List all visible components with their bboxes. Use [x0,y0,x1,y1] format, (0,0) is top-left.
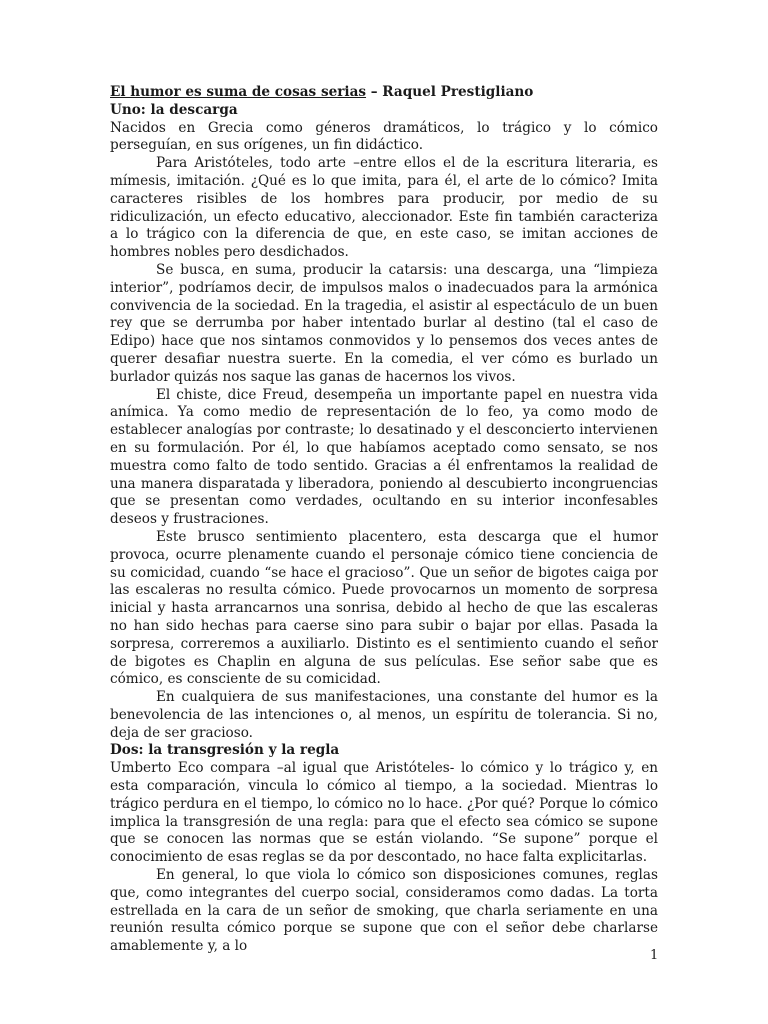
paragraph: En cualquiera de sus manifestaciones, una constante del humor es la benevolencia de las intenciones o, al menos, un espíritu de tolerancia. Si no, deja de ser gracioso. [110,689,658,741]
section-heading-1: Uno: la descarga [110,101,238,118]
paragraph: Umberto Eco compara –al igual que Aristóteles- lo cómico y lo trágico y, en esta comparación, vincula lo cómico al tiempo, a la sociedad. Mientras lo trágico perdura en el tiempo, lo cómico no lo hace. ¿Por qué? Porque lo cómico implica la transgresión de una regla: para que el efecto sea cómico se supone que se conocen las normas que se están violando. “Se supone” porque el conocimiento de esas reglas se da por descontado, no hace falta explicitarlas. [110,760,658,866]
document-page [110,84,658,956]
title-author: Raquel Prestigliano [382,84,534,100]
paragraph: Este brusco sentimiento placentero, esta descarga que el humor provoca, ocurre plenamente cuando el personaje cómico tiene conciencia de su comicidad, cuando “se hace el gracioso”. Que un señor de bigotes caiga por las escaleras no resulta cómico. Puede provocarnos un momento de sorpresa inicial y hasta arrancarnos una sonrisa, debido al hecho de que las escaleras no han sido hechas para caerse sino para subir o bajar por ellas. Pasada la sorpresa, correremos a auxiliarlo. Distinto es el sentimiento cuando el señor de bigotes es Chaplin en alguna de sus películas. Ese señor sabe que es cómico, es consciente de su comicidad. [110,528,658,688]
title-separator: – [366,84,383,100]
page-number: 1 [650,948,659,963]
document-title [110,84,658,102]
paragraph: Nacidos en Grecia como géneros dramáticos, lo trágico y lo cómico perseguían, en sus orígenes, un fin didáctico. [110,119,658,154]
paragraph: Para Aristóteles, todo arte –entre ellos el de la escritura literaria, es mímesis, imitación. ¿Qué es lo que imita, para él, el arte de lo cómico? Imita caracteres risibles de los hombres para producir, por medio de su ridiculización, un efecto educativo, aleccionador. Este fin también caracteriza a lo trágico con la diferencia de que, en este caso, se imitan acciones de hombres nobles pero desdichados. [110,155,658,261]
title-main: El humor es suma de cosas serias [110,84,367,100]
paragraph: El chiste, dice Freud, desempeña un importante papel en nuestra vida anímica. Ya como medio de representación de lo feo, ya como modo de establecer analogías por contraste; lo desatinado y el desconcierto intervienen en su formulación. Por él, lo que habíamos aceptado como sensato, se nos muestra como falto de todo sentido. Gracias a él enfrentamos la realidad de una manera disparatada y liberadora, poniendo al descubierto incongruencias que se presentan como verdades, ocultando en su interior inconfesables deseos y frustraciones. [110,386,658,528]
paragraph: En general, lo que viola lo cómico son disposiciones comunes, reglas que, como integrantes del cuerpo social, consideramos como dadas. La torta estrellada en la cara de un señor de smoking, que charla seriamente en una reunión resulta cómico porque se supone que con el señor debe charlarse amablemente y, a lo [110,867,658,955]
section-heading-2: Dos: la transgresión y la regla [110,742,340,759]
paragraph: Se busca, en suma, producir la catarsis: una descarga, una “limpieza interior”, podríamos decir, de impulsos malos o inadecuados para la armónica convivencia de la sociedad. En la tragedia, el asistir al espectáculo de un buen rey que se derrumba por haber intentado burlar al destino (tal el caso de Edipo) hace que nos sintamos conmovidos y lo pensemos dos veces antes de querer desafiar nuestra suerte. En la comedia, el ver cómo es burlado un burlador quizás nos saque las ganas de hacernos los vivos. [110,261,658,385]
